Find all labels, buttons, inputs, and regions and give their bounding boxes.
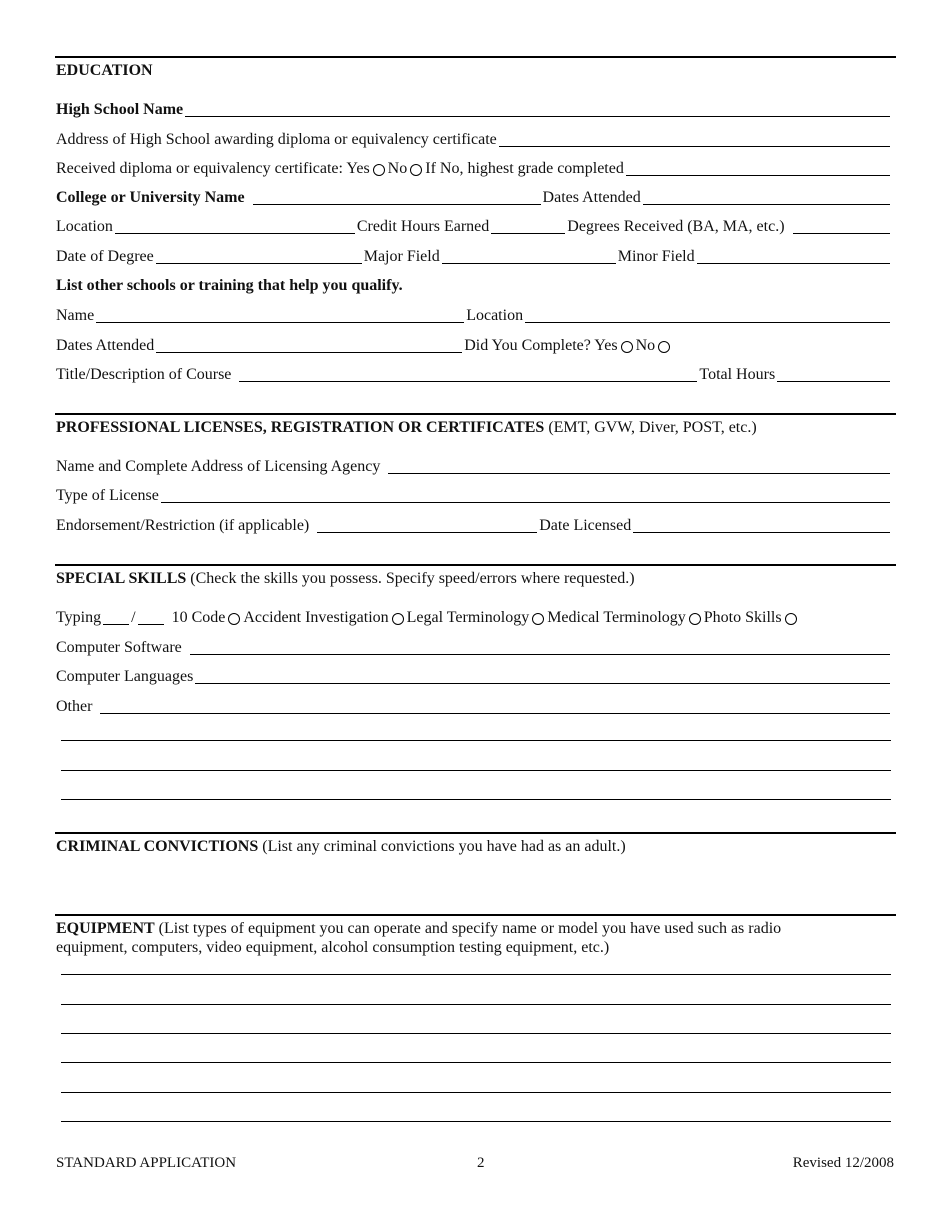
- other-dates-label: Dates Attended: [56, 337, 155, 354]
- major-field-label: Major Field: [363, 248, 440, 265]
- photo-label: Photo Skills: [703, 609, 782, 626]
- location-field[interactable]: [115, 220, 355, 234]
- endorsement-field[interactable]: [317, 519, 537, 533]
- criminal-heading: [56, 837, 892, 856]
- college-label: College or University Name: [56, 189, 245, 206]
- agency-label: Name and Complete Address of Licensing Agency: [56, 458, 381, 475]
- minor-field-label: Minor Field: [617, 248, 695, 265]
- criminal-heading-rest: (List any criminal convictions you have had as an adult.): [258, 838, 626, 855]
- date-of-degree-label: Date of Degree: [56, 248, 154, 265]
- legal-label: Legal Terminology: [406, 609, 530, 626]
- other-school-location-field[interactable]: [525, 309, 890, 323]
- college-field[interactable]: [253, 191, 541, 205]
- languages-field[interactable]: [195, 670, 890, 684]
- equipment-line[interactable]: [61, 1033, 891, 1034]
- license-type-field[interactable]: [161, 489, 890, 503]
- accident-label: Accident Investigation: [243, 609, 389, 626]
- section-rule: [55, 564, 896, 566]
- ten-code-radio[interactable]: [228, 613, 240, 625]
- other-dates-field[interactable]: [156, 339, 462, 353]
- course-title-label: Title/Description of Course: [56, 366, 232, 383]
- complete-yes-radio[interactable]: [621, 341, 633, 353]
- endorsement-label: Endorsement/Restriction (if applicable): [56, 517, 310, 534]
- location-row: [56, 214, 892, 236]
- complete-no-label: No: [635, 337, 656, 354]
- equipment-line[interactable]: [61, 1121, 891, 1122]
- typing-errors-field[interactable]: [138, 611, 164, 625]
- software-label: Computer Software: [56, 639, 182, 656]
- total-hours-field[interactable]: [777, 368, 890, 382]
- diploma-label: Received diploma or equivalency certificate: Yes: [56, 160, 370, 177]
- highest-grade-label: If No, highest grade completed: [425, 160, 624, 177]
- course-title-field[interactable]: [239, 368, 697, 382]
- page-number: 2: [477, 1155, 485, 1171]
- section-rule: [55, 413, 896, 415]
- skills-heading-bold: SPECIAL SKILLS: [56, 570, 187, 587]
- major-field-input[interactable]: [442, 250, 616, 264]
- section-rule: [55, 56, 896, 58]
- highest-grade-field[interactable]: [626, 162, 890, 176]
- equipment-line[interactable]: [61, 1062, 891, 1063]
- skills-heading-rest: (Check the skills you possess. Specify speed/errors where requested.): [186, 570, 635, 587]
- dates-attended-label: Dates Attended: [542, 189, 641, 206]
- diploma-row: [56, 156, 892, 178]
- dates-attended-field[interactable]: [643, 191, 890, 205]
- high-school-row: [56, 97, 892, 119]
- section-rule: [55, 832, 896, 834]
- footer-form-name: STANDARD APPLICATION: [56, 1155, 237, 1171]
- ten-code-label: 10 Code: [171, 609, 226, 626]
- endorsement-row: [56, 513, 892, 535]
- diploma-yes-radio[interactable]: [373, 164, 385, 176]
- skills-heading: [56, 569, 892, 588]
- hs-address-row: [56, 127, 892, 149]
- other-skills-line[interactable]: [61, 799, 891, 800]
- software-field[interactable]: [190, 641, 890, 655]
- other-skills-line[interactable]: [61, 770, 891, 771]
- licenses-heading: [56, 418, 892, 437]
- education-heading: EDUCATION: [56, 62, 153, 79]
- minor-field-input[interactable]: [697, 250, 890, 264]
- medical-radio[interactable]: [689, 613, 701, 625]
- agency-row: [56, 454, 892, 476]
- other-school-name-row: [56, 303, 892, 325]
- date-licensed-label: Date Licensed: [539, 517, 632, 534]
- other-schools-row: [56, 273, 892, 295]
- date-of-degree-field[interactable]: [156, 250, 362, 264]
- college-row: [56, 185, 892, 207]
- other-skills-label: Other: [56, 698, 93, 715]
- did-complete-label: Did You Complete? Yes: [464, 337, 618, 354]
- agency-field[interactable]: [388, 460, 890, 474]
- other-skills-line[interactable]: [61, 740, 891, 741]
- equipment-line[interactable]: [61, 974, 891, 975]
- equipment-line[interactable]: [61, 1092, 891, 1093]
- software-row: [56, 635, 892, 657]
- course-row: [56, 362, 892, 384]
- medical-label: Medical Terminology: [547, 609, 686, 626]
- high-school-field[interactable]: [185, 103, 890, 117]
- other-school-name-label: Name: [56, 307, 95, 324]
- other-schools-label: List other schools or training that help you qualify.: [56, 277, 403, 294]
- license-type-label: Type of License: [56, 487, 159, 504]
- equipment-heading-bold: EQUIPMENT: [56, 920, 155, 937]
- typing-label: Typing: [56, 609, 102, 626]
- degree-date-row: [56, 244, 892, 266]
- credit-hours-field[interactable]: [491, 220, 565, 234]
- footer-revision: Revised 12/2008: [792, 1155, 894, 1171]
- languages-row: [56, 664, 892, 686]
- photo-radio[interactable]: [785, 613, 797, 625]
- diploma-no-radio[interactable]: [410, 164, 422, 176]
- other-school-name-field[interactable]: [96, 309, 464, 323]
- hs-address-field[interactable]: [499, 133, 890, 147]
- diploma-no-label: No: [387, 160, 408, 177]
- equipment-line[interactable]: [61, 1004, 891, 1005]
- section-rule: [55, 914, 896, 916]
- total-hours-label: Total Hours: [699, 366, 776, 383]
- high-school-label: High School Name: [56, 101, 184, 118]
- other-skills-row: [56, 694, 892, 716]
- equipment-heading-rest: (List types of equipment you can operate and specify name or model you have used such as radio equipment, computers, video equipment, alcohol consumption testing equipment, etc.): [56, 920, 782, 956]
- equipment-heading: [56, 919, 856, 957]
- other-school-dates-row: [56, 333, 892, 355]
- hs-address-label: Address of High School awarding diploma or equivalency certificate: [56, 131, 497, 148]
- skills-checklist-row: [56, 605, 892, 627]
- complete-no-radio[interactable]: [658, 341, 670, 353]
- licenses-heading-rest: (EMT, GVW, Diver, POST, etc.): [544, 419, 757, 436]
- other-school-location-label: Location: [466, 307, 524, 324]
- degrees-label: Degrees Received (BA, MA, etc.): [567, 218, 785, 235]
- location-label: Location: [56, 218, 113, 235]
- typing-slash: /: [131, 609, 136, 626]
- criminal-heading-bold: CRIMINAL CONVICTIONS: [56, 838, 259, 855]
- licenses-heading-bold: PROFESSIONAL LICENSES, REGISTRATION OR CERTIFICATES: [56, 419, 545, 436]
- credit-hours-label: Credit Hours Earned: [356, 218, 490, 235]
- accident-radio[interactable]: [392, 613, 404, 625]
- degrees-field[interactable]: [793, 220, 890, 234]
- license-type-row: [56, 483, 892, 505]
- other-skills-field[interactable]: [100, 700, 890, 714]
- date-licensed-field[interactable]: [633, 519, 890, 533]
- typing-speed-field[interactable]: [103, 611, 129, 625]
- languages-label: Computer Languages: [56, 668, 194, 685]
- legal-radio[interactable]: [532, 613, 544, 625]
